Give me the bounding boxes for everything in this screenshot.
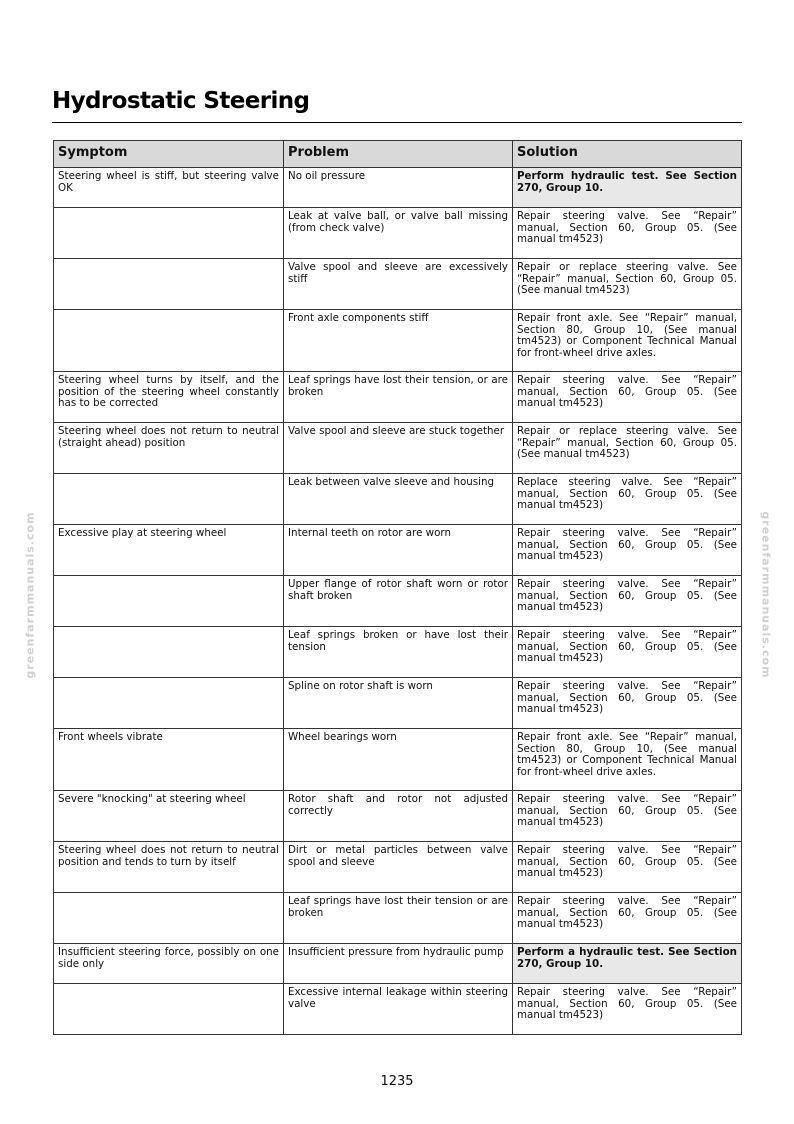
solution-cell: Perform hydraulic test. See Section 270, Group 10. [513,168,742,208]
page-number: 1235 [380,1074,414,1089]
problem-cell: Wheel bearings worn [284,729,513,791]
table-row [54,208,742,259]
solution-cell: Repair steering valve. See “Repair” manual, Section 60, Group 05. (See manual tm4523) [513,678,742,729]
problem-cell: Leaf springs have lost their tension, or are broken [284,372,513,423]
solution-cell: Repair front axle. See “Repair” manual, Section 80, Group 10, (See manual tm4523) or Component Technical Manual for front-wheel drive axles. [513,310,742,372]
problem-cell: Excessive internal leakage within steering valve [284,984,513,1035]
symptom-cell: Severe "knocking" at steering wheel [54,791,284,842]
problem-cell: No oil pressure [284,168,513,208]
symptom-cell: Steering wheel does not return to neutral (straight ahead) position [54,423,284,474]
symptom-cell: Steering wheel turns by itself, and the position of the steering wheel constantly has to be corrected [54,372,284,423]
problem-cell: Internal teeth on rotor are worn [284,525,513,576]
table-row [54,791,742,842]
symptom-cell [54,310,284,372]
table-row [54,944,742,984]
header-solution: Solution [513,141,742,168]
symptom-cell [54,208,284,259]
watermark-right: greenfarmmanuals.com [759,511,773,679]
symptom-cell [54,678,284,729]
symptom-cell [54,576,284,627]
problem-cell: Valve spool and sleeve are stuck together [284,423,513,474]
solution-cell: Repair or replace steering valve. See “Repair” manual, Section 60, Group 05. (See manual tm4523) [513,259,742,310]
problem-cell: Insufficient pressure from hydraulic pump [284,944,513,984]
symptom-cell: Insufficient steering force, possibly on one side only [54,944,284,984]
problem-cell: Leak between valve sleeve and housing [284,474,513,525]
table-row [54,627,742,678]
problem-cell: Dirt or metal particles between valve spool and sleeve [284,842,513,893]
table-row [54,474,742,525]
solution-cell: Repair steering valve. See “Repair” manual, Section 60, Group 05. (See manual tm4523) [513,525,742,576]
page-title: Hydrostatic Steering [52,88,310,114]
watermark-left: greenfarmmanuals.com [23,511,37,679]
symptom-cell: Steering wheel is stiff, but steering valve OK [54,168,284,208]
solution-cell: Repair or replace steering valve. See “Repair” manual, Section 60, Group 05. (See manual tm4523) [513,423,742,474]
symptom-cell [54,627,284,678]
table-row [54,525,742,576]
problem-cell: Leaf springs have lost their tension or are broken [284,893,513,944]
table-row [54,842,742,893]
header-problem: Problem [284,141,513,168]
solution-cell: Repair steering valve. See “Repair” manual, Section 60, Group 05. (See manual tm4523) [513,842,742,893]
solution-cell: Repair steering valve. See “Repair” manual, Section 60, Group 05. (See manual tm4523) [513,984,742,1035]
problem-cell: Leak at valve ball, or valve ball missing (from check valve) [284,208,513,259]
table-body [54,168,742,1035]
table-row [54,310,742,372]
symptom-cell: Front wheels vibrate [54,729,284,791]
problem-cell: Upper flange of rotor shaft worn or rotor shaft broken [284,576,513,627]
symptom-cell [54,474,284,525]
table-row [54,423,742,474]
solution-cell: Repair steering valve. See “Repair” manual, Section 60, Group 05. (See manual tm4523) [513,791,742,842]
troubleshooting-table [53,140,742,1035]
table-row [54,372,742,423]
solution-cell: Repair steering valve. See “Repair” manual, Section 60, Group 05. (See manual tm4523) [513,576,742,627]
solution-cell: Repair steering valve. See “Repair” manual, Section 60, Group 05. (See manual tm4523) [513,208,742,259]
table-row [54,984,742,1035]
solution-cell: Repair steering valve. See “Repair” manual, Section 60, Group 05. (See manual tm4523) [513,627,742,678]
header-symptom: Symptom [54,141,284,168]
table-row [54,729,742,791]
symptom-cell: Excessive play at steering wheel [54,525,284,576]
solution-cell: Repair steering valve. See “Repair” manual, Section 60, Group 05. (See manual tm4523) [513,893,742,944]
solution-cell: Repair steering valve. See “Repair” manual, Section 60, Group 05. (See manual tm4523) [513,372,742,423]
title-underline [52,122,742,123]
solution-cell: Replace steering valve. See “Repair” manual, Section 60, Group 05. (See manual tm4523) [513,474,742,525]
table-row [54,259,742,310]
table-header-row [54,141,742,168]
problem-cell: Valve spool and sleeve are excessively stiff [284,259,513,310]
problem-cell: Spline on rotor shaft is worn [284,678,513,729]
symptom-cell [54,259,284,310]
solution-cell: Perform a hydraulic test. See Section 270, Group 10. [513,944,742,984]
table-row [54,168,742,208]
symptom-cell [54,893,284,944]
table-row [54,893,742,944]
problem-cell: Rotor shaft and rotor not adjusted correctly [284,791,513,842]
symptom-cell [54,984,284,1035]
table-row [54,678,742,729]
table-row [54,576,742,627]
problem-cell: Leaf springs broken or have lost their tension [284,627,513,678]
problem-cell: Front axle components stiff [284,310,513,372]
symptom-cell: Steering wheel does not return to neutral position and tends to turn by itself [54,842,284,893]
solution-cell: Repair front axle. See “Repair” manual, Section 80, Group 10, (See manual tm4523) or Component Technical Manual for front-wheel drive axles. [513,729,742,791]
